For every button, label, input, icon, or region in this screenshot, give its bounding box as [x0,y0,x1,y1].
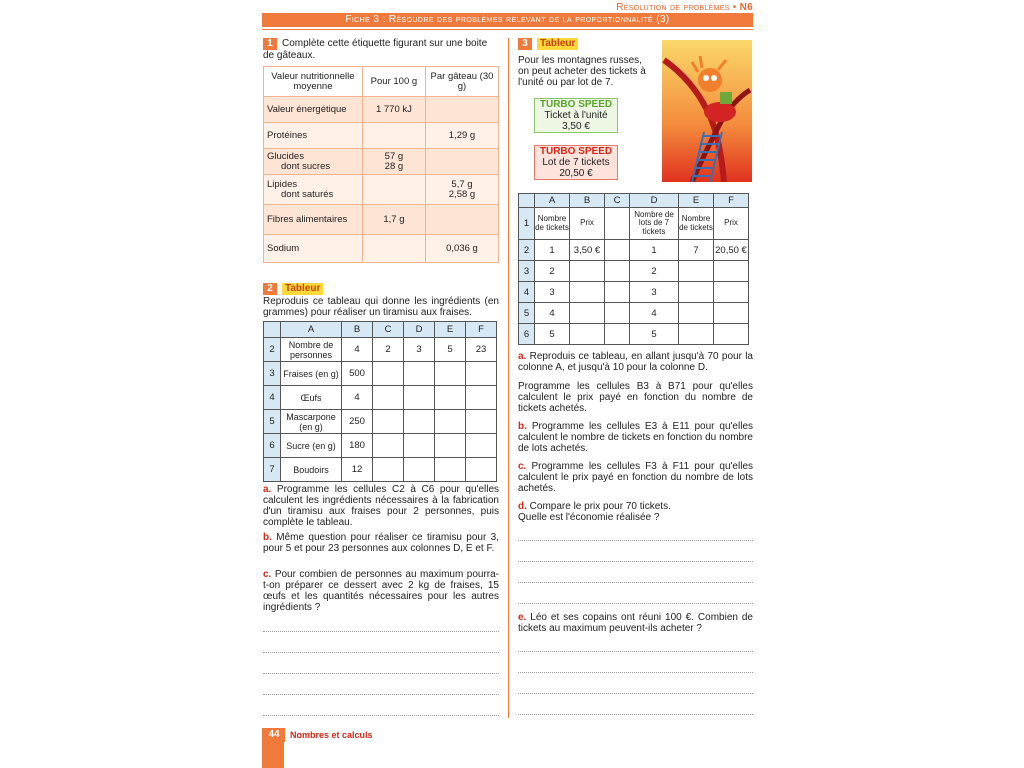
answer-line[interactable] [263,652,499,653]
sheet-cell[interactable] [570,324,605,345]
nutrient-per-cake [425,175,498,205]
nutrient-per100 [362,123,425,149]
sheet-col-header: A [281,322,342,338]
sheet-row-header: 3 [264,362,281,386]
sheet-col-header: A [535,194,570,208]
sheet-col-header: E [435,322,466,338]
sheet-row-header: 6 [519,324,535,345]
exercise-3-text: Pour les montagnes russes, on peut acheter des tickets à l'unité ou par lot de 7. [518,55,646,88]
sheet-cell[interactable] [373,434,404,458]
sheet-cell[interactable]: 4 [630,303,679,324]
sheet-cell[interactable]: Nombre de personnes [281,338,342,362]
question-letter: c. [518,461,527,472]
sheet-cell[interactable] [466,434,497,458]
question-letter: a. [518,351,527,362]
nutrient-label-sub: dont saturés [281,188,334,200]
fiche-title: Fiche 3 : Résoudre des problèmes relevant de la proportionnalité (3) [262,13,753,27]
sheet-column-header-row [519,194,749,208]
sheet-cell[interactable]: 20,50 € [714,240,749,261]
sheet-cell[interactable]: 12 [342,458,373,482]
question-text-2: Quelle est l'économie réalisée ? [518,512,660,523]
exercise-2-question-a [263,484,499,528]
exercise-2-question-c [263,569,499,613]
ticket-lot-line: Lot de 7 tickets [542,157,610,168]
exercise-2-number: 2 [263,283,277,295]
exercise-2-heading [263,283,323,295]
sheet-cell[interactable] [605,282,630,303]
page-number: 44 [263,728,285,742]
sheet-row [519,303,749,324]
sheet-cell[interactable] [605,240,630,261]
answer-line[interactable] [518,714,753,715]
sheet-cell[interactable] [404,386,435,410]
sheet-cell[interactable] [679,303,714,324]
tiramisu-sheet [263,321,497,482]
answer-line[interactable] [518,540,753,541]
sheet-column-header-row [264,322,497,338]
tickets-sheet-body [519,240,749,345]
sheet-cell[interactable] [466,458,497,482]
sheet-cell[interactable] [466,410,497,434]
nutrition-row [264,175,499,205]
question-letter: d. [518,501,527,512]
exercise-3-number: 3 [518,38,532,50]
sheet-cell[interactable] [714,261,749,282]
answer-line[interactable] [518,693,753,694]
sheet-cell[interactable] [605,324,630,345]
sheet-cell[interactable]: Nombre de tickets [535,208,570,240]
sheet-cell[interactable]: 5 [630,324,679,345]
exercise-2-question-b [263,532,499,554]
question-text: Programme les cellules C2 à C6 pour qu'elles calculent les ingrédients nécessaires à la fabrication d'un tiramisu aux fraises pour 2 personnes, puis complète le tableau. [263,484,500,528]
sheet-row-header: 4 [519,282,535,303]
answer-line[interactable] [518,603,753,604]
nutrient-per100: 1 770 kJ [362,97,425,123]
nutrition-header-cake: Par gâteau (30 g) [425,67,498,97]
exercise-2-text: Reproduis ce tableau qui donne les ingrédients (en grammes) pour réaliser un tiramisu aux fraises. [263,296,499,318]
nutrition-header-row [264,67,499,97]
question-text: Même question pour réaliser ce tiramisu pour 3, pour 5 et pour 23 personnes aux colonnes D, E et F. [263,532,500,554]
sheet-cell[interactable] [605,261,630,282]
question-text: Pour combien de personnes au maximum pourra-t-on préparer ce dessert avec 2 kg de fraises, 15 œufs et les quantités nécessaires pour les autres ingrédients ? [263,569,500,613]
sheet-cell[interactable]: 3 [630,282,679,303]
tiramisu-sheet-body [264,338,497,482]
tickets-sheet [518,193,749,345]
sheet-cell[interactable] [605,208,630,240]
answer-line[interactable] [263,715,499,716]
nutrient-per100 [362,175,425,205]
answer-line[interactable] [518,582,753,583]
nutrient-per100-sub: 28 g [384,160,404,172]
sheet-row [264,434,497,458]
answer-line[interactable] [518,561,753,562]
sheet-cell[interactable] [404,458,435,482]
sheet-cell[interactable] [404,410,435,434]
answer-line[interactable] [263,673,499,674]
question-text: Léo et ses copains ont réuni 100 €. Combien de tickets au maximum peuvent-ils acheter ? [518,612,753,634]
sheet-row [519,240,749,261]
question-letter: c. [263,569,272,580]
sheet-cell[interactable]: 5 [535,324,570,345]
sheet-cell[interactable] [679,282,714,303]
question-text: Programme les cellules E3 à E11 pour qu'elles calculent le nombre de tickets en fonction du nombre de lots achetés. [518,421,754,454]
nutrient-per100-main: 57 g [384,150,404,162]
sheet-cell[interactable]: 2 [373,338,404,362]
nutrient-label-sub: dont sucres [281,160,331,172]
sheet-col-header: D [630,194,679,208]
sheet-cell[interactable]: 4 [342,338,373,362]
sheet-cell[interactable]: Mascarpone (en g) [281,410,342,434]
sheet-col-header: F [466,322,497,338]
exercise-3-question-c [518,461,753,494]
sheet-corner [519,194,535,208]
nutrient-label-main: Lipides [267,178,298,190]
sheet-cell[interactable]: Nombre de lots de 7 tickets [630,208,679,240]
answer-line[interactable] [263,694,499,695]
nutrition-table [263,66,499,263]
ticket-single [534,98,618,133]
sheet-cell[interactable] [679,261,714,282]
nutrient-per100 [362,149,425,175]
sheet-cell[interactable]: 7 [679,240,714,261]
answer-line[interactable] [263,631,499,632]
exercise-3-tag: Tableur [537,38,578,50]
sheet-row [264,410,497,434]
sheet-row [264,338,497,362]
sheet-cell[interactable]: 3 [535,282,570,303]
sheet-cell[interactable] [570,282,605,303]
section-code: N6 [739,2,753,13]
question-text: Reproduis ce tableau, en allant jusqu'à 70 pour la colonne A, et jusqu'à 10 pour la colonne D. [518,351,753,373]
sheet-row-header: 5 [264,410,281,434]
nutrient-label: Protéines [264,123,363,149]
exercise-1-statement [263,38,499,61]
sheet-row-header: 2 [519,240,535,261]
exercise-3-question-d [518,501,753,523]
section-header: Résolution de problèmes • N6 [616,2,753,13]
sheet-row [519,282,749,303]
sheet-row-header: 2 [264,338,281,362]
sheet-cell[interactable] [435,410,466,434]
nutrient-label: Valeur énergétique [264,97,363,123]
sheet-cell[interactable] [373,362,404,386]
sheet-cell[interactable] [466,386,497,410]
sheet-cell[interactable]: 180 [342,434,373,458]
answer-line[interactable] [518,672,753,673]
sheet-cell[interactable]: 500 [342,362,373,386]
sheet-col-header: B [570,194,605,208]
nutrition-row [264,97,499,123]
sheet-cell[interactable]: 3 [404,338,435,362]
sheet-cell[interactable]: Boudoirs [281,458,342,482]
sheet-col-header: D [404,322,435,338]
sheet-cell[interactable]: 23 [466,338,497,362]
ticket-lot-title: TURBO SPEED [539,146,613,157]
nutrition-header-100g: Pour 100 g [362,67,425,97]
sheet-cell[interactable] [373,386,404,410]
ticket-lot [534,145,618,180]
nutrient-per-cake [425,149,498,175]
nutrient-label [264,175,363,205]
sheet-row [519,208,749,240]
exercise-3-heading [518,38,578,50]
nutrient-per-cake [425,97,498,123]
sheet-cell[interactable] [435,434,466,458]
sheet-cell[interactable] [605,303,630,324]
sheet-cell[interactable] [373,410,404,434]
sheet-row [519,261,749,282]
question-letter: a. [263,484,272,495]
sheet-row-header: 4 [264,386,281,410]
sheet-row-header: 3 [519,261,535,282]
sheet-row-header: 5 [519,303,535,324]
nutrient-per100: 1,7 g [362,205,425,235]
nutrient-per-cake-sub: 2,58 g [448,188,476,200]
answer-line[interactable] [518,651,753,652]
nutrient-label [264,149,363,175]
nutrient-label: Fibres alimentaires [264,205,363,235]
roller-coaster-illustration [662,40,752,182]
question-text: Compare le prix pour 70 tickets. [529,501,671,512]
sheet-cell[interactable] [466,362,497,386]
question-letter: b. [263,532,272,543]
sheet-cell[interactable]: 1 [630,240,679,261]
sheet-col-header: C [605,194,630,208]
sheet-cell[interactable] [570,261,605,282]
nutrient-per-cake [425,205,498,235]
sheet-row-header: 7 [264,458,281,482]
sheet-cell[interactable]: 4 [535,303,570,324]
exercise-3-question-e [518,612,753,634]
sheet-cell[interactable] [570,303,605,324]
nutrition-row [264,205,499,235]
sheet-cell[interactable]: Prix [570,208,605,240]
sheet-cell[interactable]: 5 [435,338,466,362]
sheet-cell[interactable] [679,324,714,345]
sheet-col-header: F [714,194,749,208]
nutrient-per100 [362,235,425,263]
question-letter: e. [518,612,527,623]
exercise-1-text: Complète cette étiquette figurant sur une boite de gâteaux. [263,38,488,61]
sheet-cell[interactable] [714,282,749,303]
sheet-cell[interactable] [714,303,749,324]
ticket-single-title: TURBO SPEED [539,99,613,110]
nutrient-per-cake: 0,036 g [425,235,498,263]
sheet-cell[interactable]: 2 [535,261,570,282]
sheet-cell[interactable]: Nombre de tickets [679,208,714,240]
section-title: Résolution de problèmes [616,2,730,13]
nutrition-row [264,149,499,175]
nutrition-header-label: Valeur nutritionnelle moyenne [264,67,363,97]
sheet-cell[interactable]: 1 [535,240,570,261]
sheet-row-header: 6 [264,434,281,458]
ticket-lot-price: 20,50 € [559,168,593,179]
sheet-cell[interactable]: 250 [342,410,373,434]
question-text: Programme les cellules F3 à F11 pour qu'elles calculent le prix payé en fonction du nombre de lots achetés. [518,461,753,494]
sheet-row [264,458,497,482]
sheet-col-header: C [373,322,404,338]
sheet-cell[interactable] [714,324,749,345]
footer-label: Nombres et calculs [290,730,373,740]
exercise-3-question-b [518,421,753,454]
column-divider [508,38,509,718]
sheet-cell[interactable]: Œufs [281,386,342,410]
ticket-single-price: 3,50 € [562,121,590,132]
sheet-row [519,324,749,345]
exercise-3-question-a-continued: Programme les cellules B3 à B71 pour qu'elles calculent le prix payé en fonction du nombre de tickets achetés. [518,381,753,414]
nutrient-label: Sodium [264,235,363,263]
sheet-col-header: E [679,194,714,208]
nutrient-per-cake: 1,29 g [425,123,498,149]
sheet-cell[interactable] [435,362,466,386]
sheet-cell[interactable]: Prix [714,208,749,240]
nutrient-label-main: Glucides [267,150,304,162]
exercise-3-question-a [518,351,753,373]
sheet-cell[interactable] [435,458,466,482]
sheet-corner [264,322,281,338]
sheet-cell[interactable]: Fraises (en g) [281,362,342,386]
sheet-cell[interactable] [373,458,404,482]
sheet-cell[interactable]: 4 [342,386,373,410]
sheet-row [264,386,497,410]
sheet-cell[interactable]: Sucre (en g) [281,434,342,458]
sheet-cell[interactable] [435,386,466,410]
nutrition-row [264,123,499,149]
exercise-1-number: 1 [263,38,277,50]
nutrition-row [264,235,499,263]
sheet-cell[interactable]: 2 [630,261,679,282]
sheet-cell[interactable] [404,434,435,458]
header-divider [262,29,753,30]
nutrient-per-cake-main: 5,7 g [451,178,473,190]
ticket-single-line: Ticket à l'unité [544,110,608,121]
sheet-cell[interactable] [404,362,435,386]
exercise-2-tag: Tableur [282,283,323,295]
question-letter: b. [518,421,527,432]
sheet-row-header: 1 [519,208,535,240]
sheet-row [264,362,497,386]
sheet-col-header: B [342,322,373,338]
sheet-cell[interactable]: 3,50 € [570,240,605,261]
